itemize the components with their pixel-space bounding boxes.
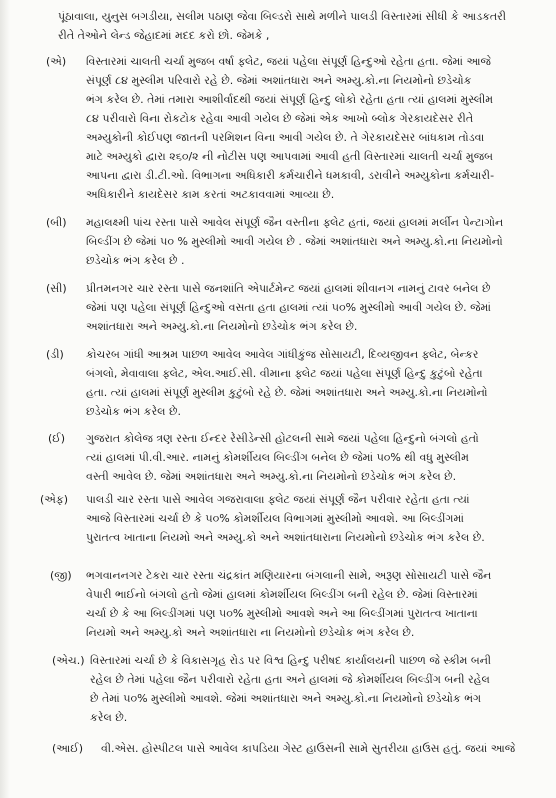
list-item-text-line: ૮૪ પરીવારો વિના રોકટોક રહેવા આવી ગયેલ છે જેમાં એક આખો બ્લોક ગેરકાયદેસર રીતે — [86, 112, 474, 125]
list-item-text-line: કોચરબ ગાંધી આશ્રમ પાછળ આવેલ આવેલ ગાંધીકુંજ સોસાયટી, દિવ્યજીવન ફ્લેટ, બેન્કર — [86, 348, 479, 361]
list-item-text-line: વિસ્તારમાં ચર્ચા છે કે વિકાસગૃહ રોડ પર વિશ્વ હિન્દુ પરીષદ કાર્યાલયની પાછળ જે સ્કીમ બની — [90, 654, 492, 667]
list-item-text-line: માટે અમ્યુકો દ્વારા ૨૬૦/૨ ની નોટીસ પણ આપવામાં આવી હતી વિસ્તારમાં ચાલતી ચર્ચા મુજબ — [86, 150, 493, 163]
list-item-text-line: છડેચોક ભંગ કરેલ છે. — [86, 405, 181, 418]
intro-line: રીતે તેઓને લેન્ડ જેહાદમાં મદદ કરો છો. જેમકે , — [58, 29, 270, 42]
list-item-text-line: છે તેમાં ૫૦% મુસ્લીમો આવશે. જેમાં અશાંતધારા અને અમ્યુ.કો.ના નિયમોનો છડેચોક ભંગ — [90, 692, 482, 705]
list-item-text-line: ભંગ કરેલ છે. તેમાં તમારા આશીર્વાદથી જયાં સંપૂર્ણ હિન્દુ લોકો રહેતા હતા ત્યાં હાલમાં મુસ્લીમ — [86, 93, 493, 106]
list-item-marker: (સી) — [46, 282, 67, 295]
list-item-marker: (એચ.) — [52, 654, 85, 667]
list-item-marker: (એફ) — [40, 493, 69, 506]
list-item-text-line: ભગવાનનગર ટેકરા ચાર રસ્તા ચંદ્રકાંત મણિયારના બંગલાની સામે, અરૂણ સોસાયટી પાસે જૈન — [86, 569, 492, 582]
list-item-text-line: હતા. ત્યાં હાલમાં સંપૂર્ણ મુસ્લીમ કુટુંબો રહે છે. જેમાં અશાંતધારા અને અમ્યુ.કો.ના નિયમોનો — [86, 386, 488, 399]
list-item-marker: (બી) — [46, 216, 67, 229]
list-item-text-line: ચર્ચા છે કે આ બિલ્ડીંગમાં પણ ૫૦% મુસ્લીમો આવશે અને આ બિલ્ડીંગમાં પુરાતત્વ ખાતાના — [86, 607, 478, 620]
list-item-text-line: મહાલક્ષ્મી પાંચ રસ્તા પાસે આવેલ સંપૂર્ણ જૈન વસ્તીના ફ્લેટ હતાં, જયાં હાલમાં મર્લીન પેન્ટાગોન — [86, 216, 504, 229]
list-item-text-line: રહેલ છે તેમાં પહેલા જૈન પરીવારો રહેતા હતા અને હાલમાં જે કોમર્શીયલ બિલ્ડીંગ બની રહેલ — [90, 673, 490, 686]
list-item-text-line: વી.એસ. હોસ્પીટલ પાસે આવેલ કાપડિયા ગેસ્ટ હાઉસની સામે સુતરીયા હાઉસ હતું. જયાં આજે — [101, 742, 516, 755]
list-item-text-line: પ્રીતમનગર ચાર રસ્તા પાસે જનશાંતિ એપાર્ટમેન્ટ જયાં હાલમાં શીવાનગ નામનું ટાવર બનેલ છે — [86, 282, 491, 295]
list-item-text-line: અમ્યુકોની કોઈપણ જાતની પરમિશન વિના આવી ગયેલ છે. તે ગેરકાયદેસર બાંધકામ તોડવા — [86, 131, 485, 144]
list-item-marker: (આઈ) — [52, 742, 84, 755]
list-item-text-line: વસ્તી આવેલ છે. જેમાં અશાંતધારા અને અમ્યુ.કો.ના નિયમોનો છડેચોક ભંગ કરેલ છે. — [86, 470, 457, 483]
list-item-text-line: પાલડી ચાર રસ્તા પાસે આવેલ ગજરાવાલા ફ્લેટ જયાં સંપૂર્ણ જૈન પરીવાર રહેતા હતા ત્યાં — [86, 493, 470, 506]
list-item-marker: (ઈ) — [48, 432, 66, 445]
list-item-text-line: સંપૂર્ણ ૮૪ મુસ્લીમ પરિવારો રહે છે. જેમાં અશાંતધારા અને અમ્યુ.કો.ના નિયમોનો છડેચોક — [86, 74, 472, 87]
list-item-text-line: અશાંતધારા અને અમ્યુ.કો.ના નિયમોનો છડેચોક ભંગ કરેલ છે. — [86, 320, 358, 333]
list-item-text-line: કરેલ છે. — [90, 711, 128, 724]
list-item-text-line: નિયમો અને અમ્યુ.કો અને અશાંતધારા ના નિયમોનો છડેચોક ભંગ કરેલ છે. — [86, 626, 415, 639]
intro-line: પૂંઠાવાલા, યુનુસ બગડીયા, સલીમ પઠાણ જેવા બિલ્ડરો સાથે મળીને પાલડી વિસ્તારમાં સીધી કે આડકતરી — [58, 10, 507, 23]
list-item-text-line: વેપારી ભાઈનો બંગલો હતો જેમાં હાલમાં કોમર્શીયલ બિલ્ડીંગ બની રહેલ છે. જેમાં વિસ્તારમાં — [86, 588, 478, 601]
list-item-marker: (એ) — [46, 55, 67, 68]
list-item-text-line: ગુજરાત કોલેજ ત્રણ રસ્તા ઈન્દર રેસીડેન્સી હોટલની સામે જયાં પહેલા હિન્દુનો બંગલો હતો — [86, 432, 479, 445]
list-item-text-line: પુરાતત્વ ખાતાના નિયમો અને અમ્યુ.કો અને અશાંતધારાના નિયમોનો છડેચોક ભંગ કરેલ છે. — [86, 531, 485, 544]
list-item-text-line: છડેચોક ભંગ કરેલ છે . — [86, 254, 185, 267]
list-item-text-line: જેમાં પણ પહેલા સંપૂર્ણ હિન્દુઓ વસતા હતા હાલમાં ત્યાં ૫૦% મુસ્લીમો આવી ગયેલ છે. જેમાં — [86, 301, 491, 314]
list-item-text-line: બિલ્ડીંગ છે જેમાં ૫૦ % મુસ્લીમો આવી ગયેલ છે . જેમાં અશાંતધારા અને અમ્યુ.કો.ના નિયમોનો — [86, 235, 503, 248]
list-item-marker: (જી) — [50, 569, 72, 582]
list-item-marker: (ડી) — [46, 348, 64, 361]
list-item-text-line: વિસ્તારમાં ચાલતી ચર્ચા મુજબ વર્ષા ફ્લેટ, જયાં પહેલા સંપૂર્ણ હિન્દુઓ રહેતા હતા. જેમાં આજે — [86, 55, 491, 68]
list-item-text-line: અધિકારીને કાયદેસર કામ કરતાં અટકાવવામાં આવ્યા છે. — [86, 188, 335, 201]
list-item-text-line: ત્યાં હાલમાં પી.વી.આર. નામનું કોમર્શીયલ બિલ્ડીંગ બનેલ છે જેમાં ૫૦% થી વધુ મુસ્લીમ — [86, 451, 469, 464]
list-item-text-line: આપના દ્વારા ડી.ટી.ઓ. વિભાગના અધિકારી કર્મચારીને ધમકાવી, ડરાવીને અમ્યુકોના કર્મચારી- — [86, 169, 495, 182]
list-item-text-line: બંગલો, મેવાવાલા ફ્લેટ, એલ.આઈ.સી. વીમાના ફ્લેટ જયાં પહેલા સંપૂર્ણ હિન્દુ કુટુંબો રહેતા — [86, 367, 483, 380]
list-item-text-line: આજે વિસ્તારમાં ચર્ચા છે કે ૫૦% કોમર્શીયલ વિભાગમાં મુસ્લીમો આવશે. આ બિલ્ડીંગમાં — [86, 512, 464, 525]
